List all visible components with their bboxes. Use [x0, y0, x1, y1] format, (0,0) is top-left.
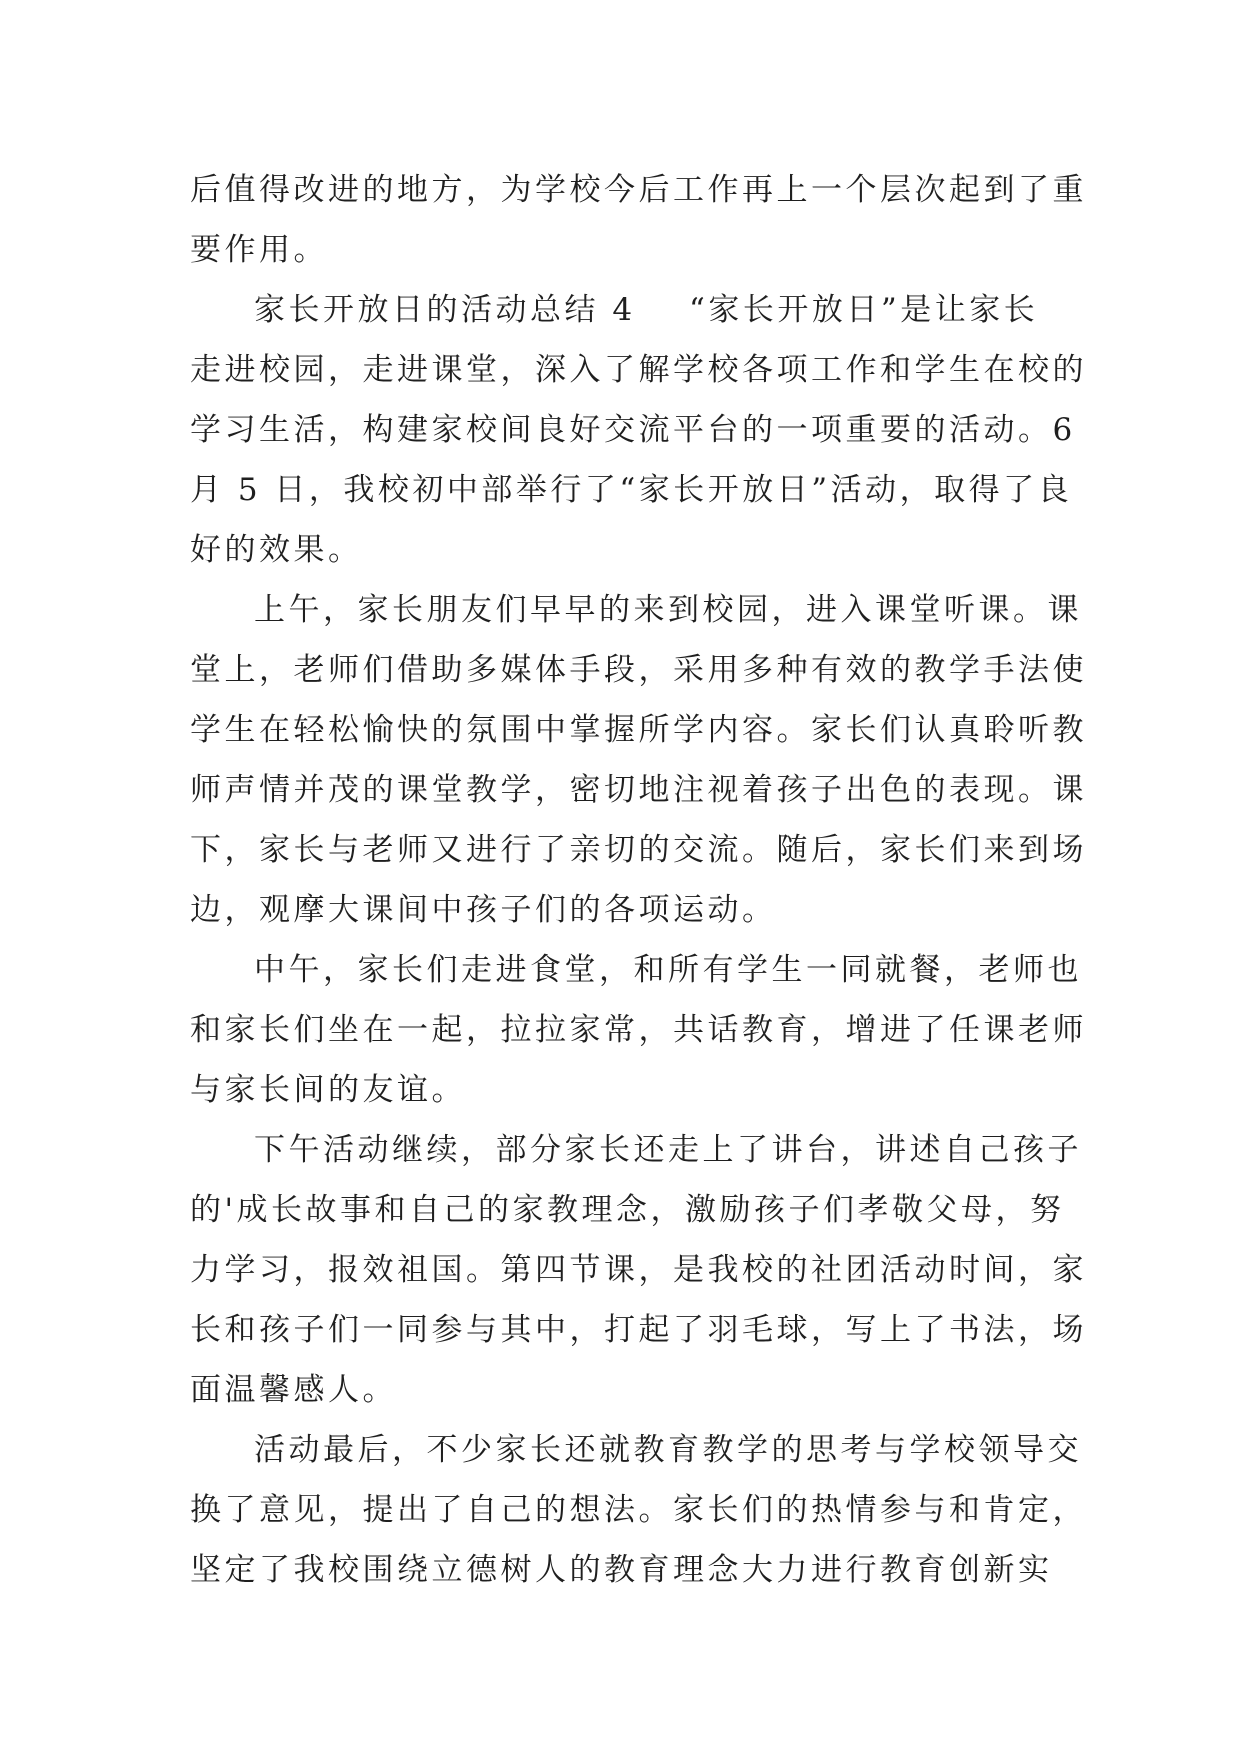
text-line: 和家长们坐在一起，拉拉家常，共话教育，增进了任课老师: [190, 1012, 1087, 1048]
text-line: 月 5 日，我校初中部举行了“家长开放日”活动，取得了良: [190, 472, 1073, 508]
text-line: 坚定了我校围绕立德树人的教育理念大力进行教育创新实: [190, 1552, 1053, 1588]
text-line: 面温馨感人。: [190, 1372, 397, 1408]
text-line: 后值得改进的地方，为学校今后工作再上一个层次起到了重: [190, 172, 1087, 208]
text-line: 上午，家长朋友们早早的来到校园，进入课堂听课。课: [254, 592, 1082, 628]
text-line: 的'成长故事和自己的家教理念，激励孩子们孝敬父母，努: [190, 1192, 1065, 1228]
text-line: 中午，家长们走进食堂，和所有学生一同就餐，老师也: [254, 952, 1082, 988]
text-line: 学生在轻松愉快的氛围中掌握所学内容。家长们认真聆听教: [190, 712, 1087, 748]
text-line: 长和孩子们一同参与其中，打起了羽毛球，写上了书法，场: [190, 1312, 1087, 1348]
text-line: 好的效果。: [190, 532, 363, 568]
text-line: 下午活动继续，部分家长还走上了讲台，讲述自己孩子: [254, 1132, 1082, 1168]
text-line: 师声情并茂的课堂教学，密切地注视着孩子出色的表现。课: [190, 772, 1087, 808]
text-line: 下，家长与老师又进行了亲切的交流。随后，家长们来到场: [190, 832, 1087, 868]
text-line: 换了意见，提出了自己的想法。家长们的热情参与和肯定，: [190, 1492, 1087, 1528]
text-line: 走进校园，走进课堂，深入了解学校各项工作和学生在校的: [190, 352, 1087, 388]
text-line: 堂上，老师们借助多媒体手段，采用多种有效的教学手法使: [190, 652, 1087, 688]
text-line: 学习生活，构建家校间良好交流平台的一项重要的活动。6: [190, 412, 1076, 448]
text-line: 与家长间的友谊。: [190, 1072, 466, 1108]
text-line: 边，观摩大课间中孩子们的各项运动。: [190, 892, 777, 928]
text-line: 要作用。: [190, 232, 328, 268]
text-line: 力学习，报效祖国。第四节课，是我校的社团活动时间，家: [190, 1252, 1087, 1288]
text-line: 活动最后，不少家长还就教育教学的思考与学校领导交: [254, 1432, 1082, 1468]
document-body: [190, 160, 1087, 1600]
text-line: 家长开放日的活动总结 4 “家长开放日”是让家长: [254, 292, 1039, 328]
